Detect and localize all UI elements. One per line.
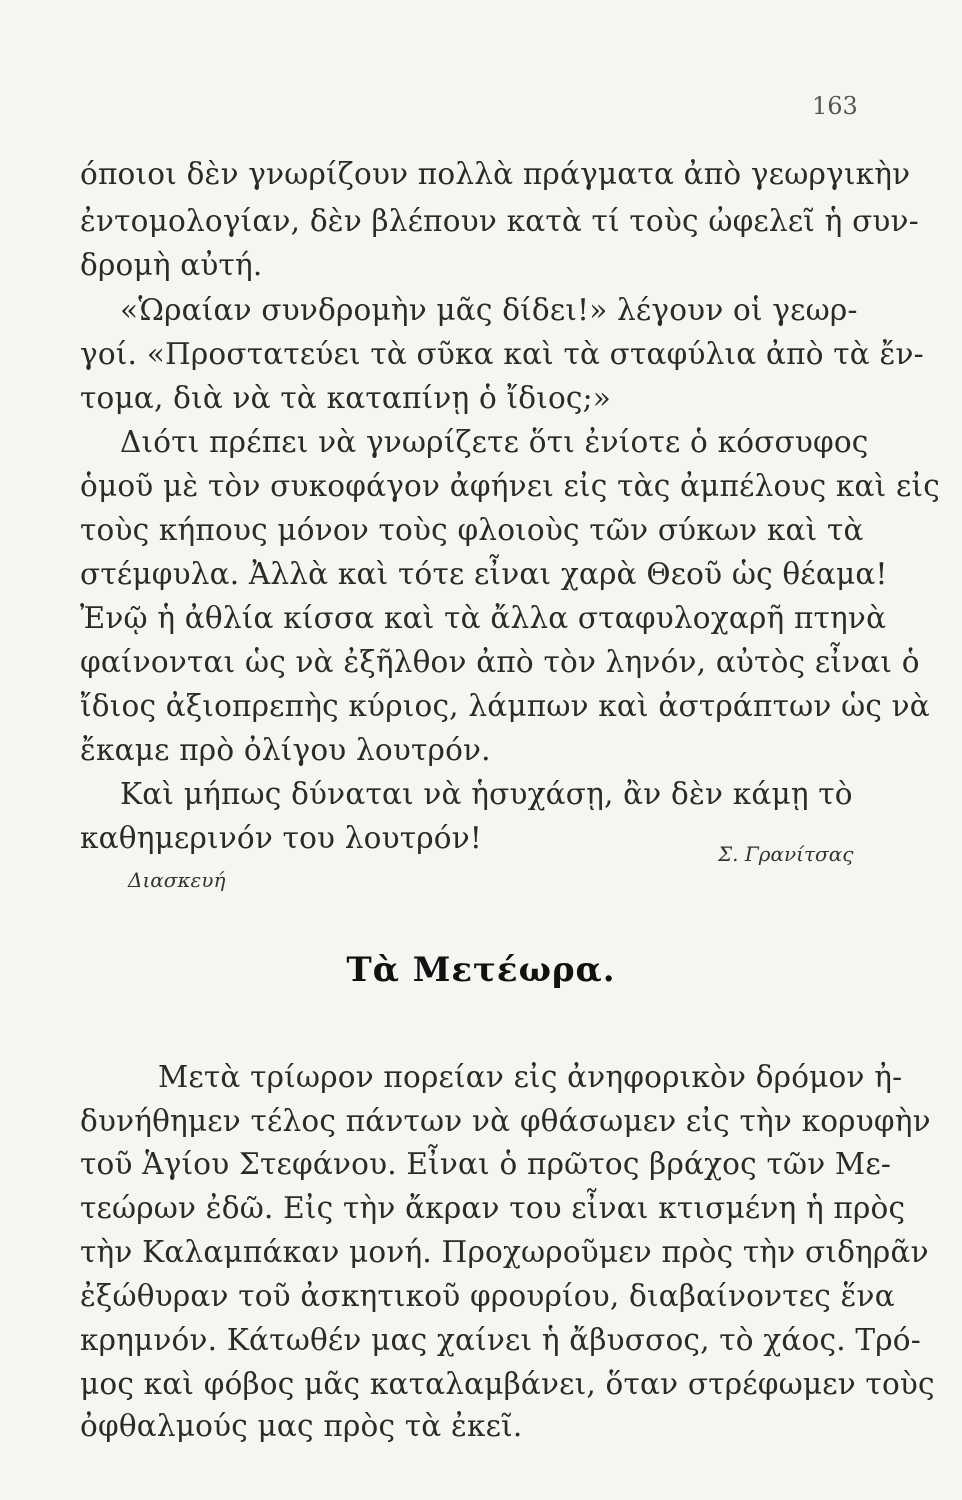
author-name: Σ. Γρανίτσας [718,842,854,866]
text-line: ἐντομολογίαν, δὲν βλέπουν κατὰ τί τοὺς ὠφελεῖ ἡ συν- [80,204,919,238]
section-title: Τὰ Μετέωρα. [346,950,616,990]
text-line: ὁμοῦ μὲ τὸν συκοφάγον ἀφήνει εἰς τὰς ἀμπέλους καὶ εἰς [80,469,940,503]
text-line: δρομὴ αὐτή. [80,248,263,282]
text-line: Καὶ μήπως δύναται νὰ ἡσυχάσῃ, ἂν δὲν κάμῃ τὸ [120,777,853,811]
text-line: ὀφθαλμούς μας πρὸς τὰ ἐκεῖ. [80,1409,523,1443]
text-line: «Ὡραίαν συνδρομὴν μᾶς δίδει!» λέγουν οἱ γεωρ- [120,293,858,327]
text-line: ἴδιος ἀξιοπρεπὴς κύριος, λάμπων καὶ ἀστράπτων ὡς νὰ [80,689,930,723]
text-line: τεώρων ἐδῶ. Εἰς τὴν ἄκραν του εἶναι κτισμένη ἡ πρὸς [80,1191,906,1225]
adaptation-note: Διασκευή [128,868,226,892]
text-line: στέμφυλα. Ἀλλὰ καὶ τότε εἶναι χαρὰ Θεοῦ ὡς θέαμα! [80,557,888,591]
text-line: φαίνονται ὡς νὰ ἐξῆλθον ἀπὸ τὸν ληνόν, αὐτὸς εἶναι ὁ [80,645,920,679]
text-line: τοῦ Ἁγίου Στεφάνου. Εἶναι ὁ πρῶτος βράχος τῶν Με- [80,1147,891,1181]
text-line: ἐξώθυραν τοῦ ἀσκητικοῦ φρουρίου, διαβαίνοντες ἕνα [80,1279,895,1313]
text-line: δυνήθημεν τέλος πάντων νὰ φθάσωμεν εἰς τὴν κορυφὴν [80,1104,931,1138]
text-line: όποιοι δὲν γνωρίζουν πολλὰ πράγματα ἀπὸ γεωργικὴν [80,157,911,191]
text-line: Ἐνῷ ἡ ἀθλία κίσσα καὶ τὰ ἄλλα σταφυλοχαρῆ πτηνὰ [80,601,887,635]
text-line: τὴν Καλαμπάκαν μονή. Προχωροῦμεν πρὸς τὴν σιδηρᾶν [80,1235,929,1269]
page-number: 163 [812,92,858,120]
text-line: κρημνόν. Κάτωθέν μας χαίνει ἡ ἄβυσσος, τὸ χάος. Τρό- [80,1323,921,1357]
text-line: ἔκαμε πρὸ ὀλίγου λουτρόν. [80,733,491,767]
text-line: Διότι πρέπει νὰ γνωρίζετε ὅτι ἐνίοτε ὁ κόσσυφος [120,425,869,459]
text-line: τοὺς κήπους μόνον τοὺς φλοιοὺς τῶν σύκων καὶ τὰ [80,513,864,547]
text-line: καθημερινόν του λουτρόν! [80,821,482,855]
text-line: τομα, διὰ νὰ τὰ καταπίνῃ ὁ ἴδιος;» [80,381,612,415]
text-line: μος καὶ φόβος μᾶς καταλαμβάνει, ὅταν στρέφωμεν τοὺς [80,1367,935,1401]
text-line: Μετὰ τρίωρον πορείαν εἰς ἀνηφορικὸν δρόμον ἠ- [158,1060,903,1094]
text-line: γοί. «Προστατεύει τὰ σῦκα καὶ τὰ σταφύλια ἀπὸ τὰ ἔν- [80,337,924,371]
